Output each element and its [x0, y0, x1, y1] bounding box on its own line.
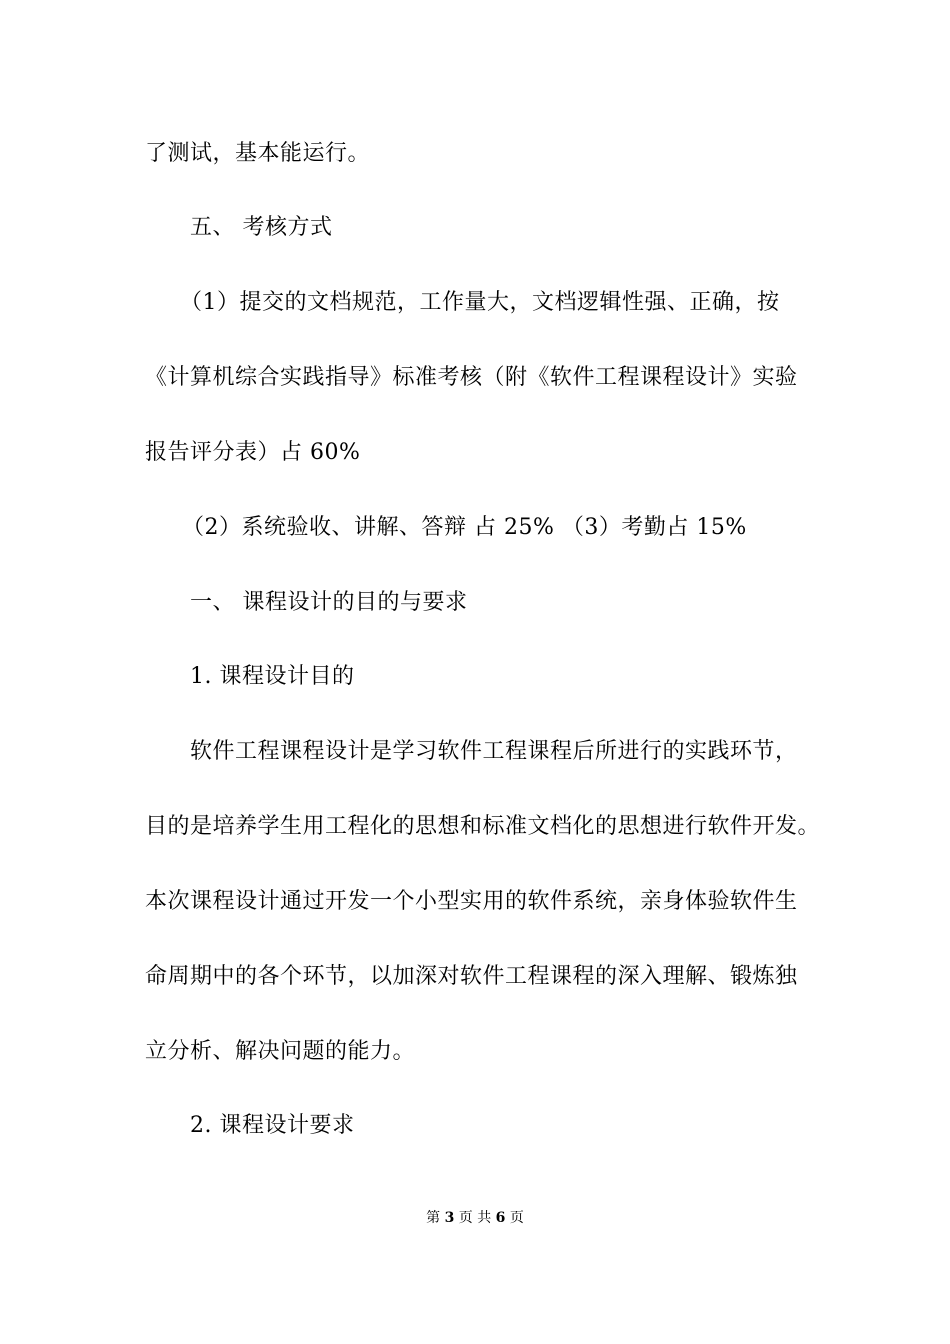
paragraph-line: 命周期中的各个环节，以加深对软件工程课程的深入理解、锻炼独	[145, 964, 798, 989]
footer-middle: 页 共	[458, 1210, 492, 1226]
page-footer	[0, 1209, 950, 1227]
footer-suffix: 页	[509, 1210, 524, 1226]
section-heading: 一、 课程设计的目的与要求	[190, 590, 468, 615]
section-heading: 五、 考核方式	[190, 215, 333, 240]
subsection-heading: 1. 课程设计目的	[190, 664, 355, 689]
subsection-heading: 2. 课程设计要求	[190, 1113, 355, 1138]
paragraph-line: 目的是培养学生用工程化的思想和标准文档化的思想进行软件开发。	[145, 814, 821, 839]
current-page-number: 3	[444, 1210, 455, 1226]
footer-prefix: 第	[426, 1210, 441, 1226]
paragraph-line: （2）系统验收、讲解、答辩 占 25% （3）考勤占 15%	[182, 515, 747, 540]
paragraph-line: 立分析、解决问题的能力。	[145, 1039, 416, 1064]
paragraph-line: 软件工程课程设计是学习软件工程课程后所进行的实践环节，	[190, 739, 798, 764]
paragraph-line: 报告评分表）占 60%	[145, 440, 361, 465]
paragraph-line: 了测试，基本能运行。	[145, 141, 371, 166]
paragraph-line: 《计算机综合实践指导》标准考核（附《软件工程课程设计》实验	[145, 365, 798, 390]
paragraph-line: 本次课程设计通过开发一个小型实用的软件系统，亲身体验软件生	[145, 889, 798, 914]
total-pages-number: 6	[495, 1210, 506, 1226]
paragraph-line: （1）提交的文档规范，工作量大，文档逻辑性强、正确，按	[180, 290, 780, 315]
